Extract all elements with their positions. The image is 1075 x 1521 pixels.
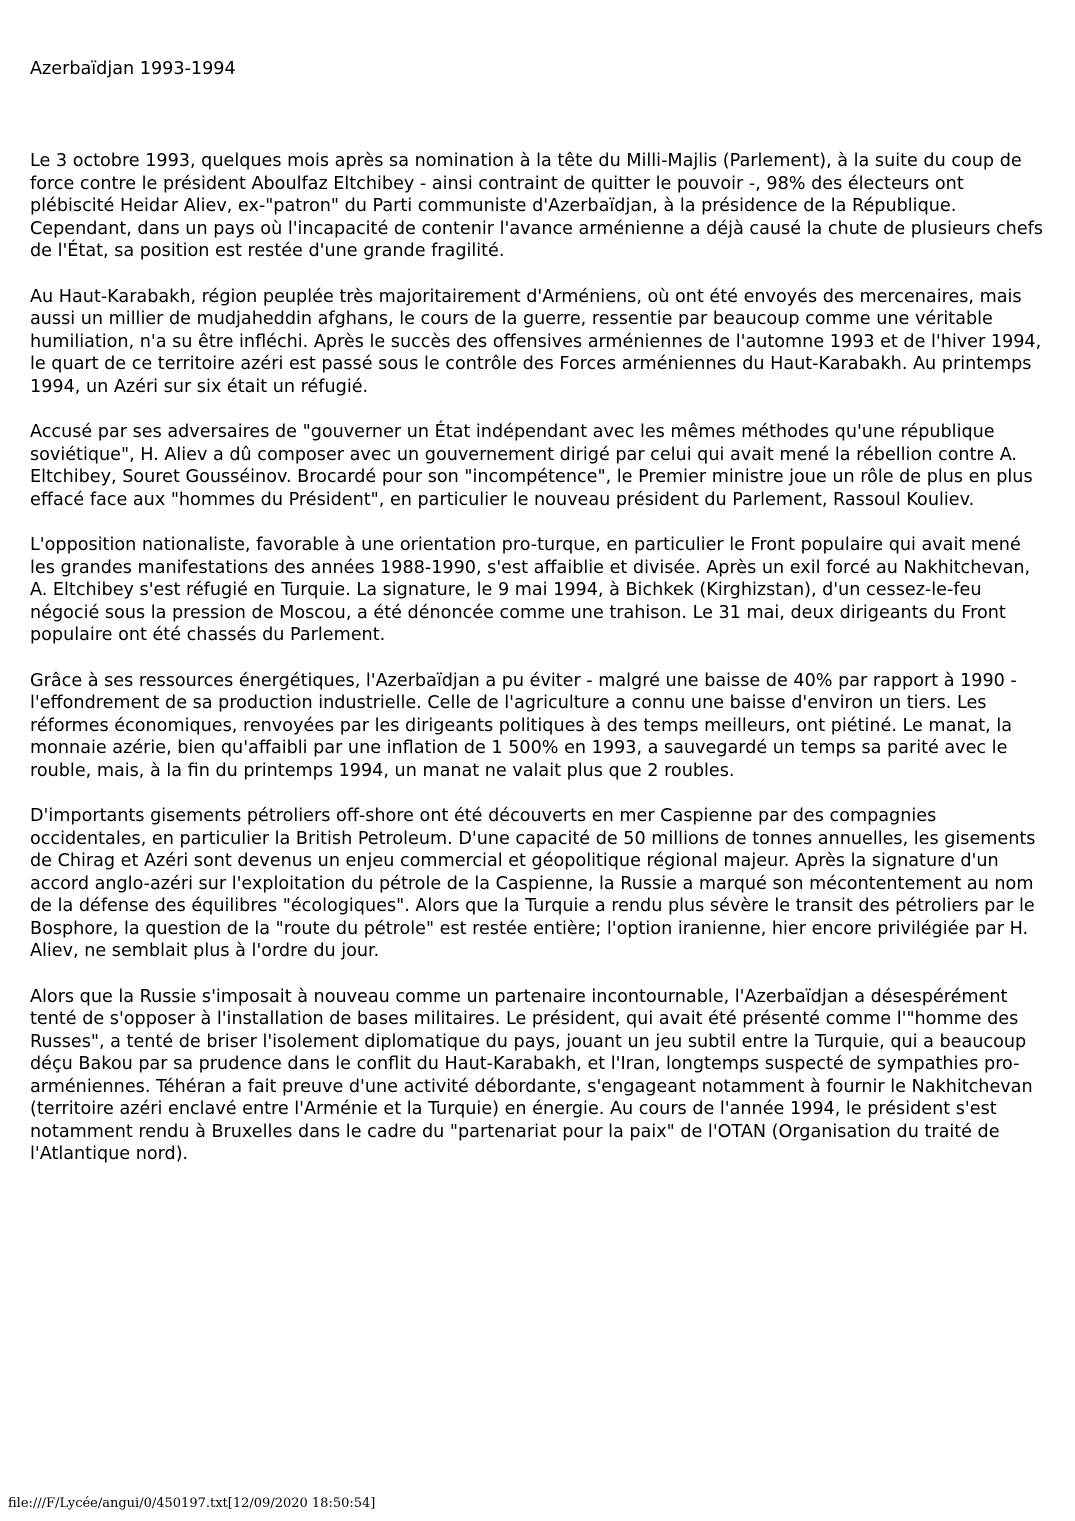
article-body <box>30 150 1050 1189</box>
paragraph: Accusé par ses adversaires de "gouverner un État indépendant avec les mêmes méthodes qu'une république soviétique", H. Aliev a dû composer avec un gouvernement dirigé par celui qui avait mené la rébellion contre A. Eltchibey, Souret Gousséinov. Brocardé pour son "incompétence", le Premier ministre joue un rôle de plus en plus effacé face aux "hommes du Président", en particulier le nouveau président du Parlement, Rassoul Kouliev. <box>30 422 1033 510</box>
paragraph: Grâce à ses ressources énergétiques, l'Azerbaïdjan a pu éviter - malgré une baisse de 40% par rapport à 1990 - l'effondrement de sa production industrielle. Celle de l'agriculture a connu une baisse d'environ un tiers. Les réformes économiques, renvoyées par les dirigeants politiques à des temps meilleurs, ont piétiné. Le manat, la monnaie azérie, bien qu'affaibli par une inflation de 1 500% en 1993, a sauvegardé un temps sa parité avec le rouble, mais, à la fin du printemps 1994, un manat ne valait plus que 2 roubles. <box>30 670 1017 781</box>
paragraph: Au Haut-Karabakh, région peuplée très majoritairement d'Arméniens, où ont été envoyés des mercenaires, mais aussi un millier de mudjaheddin afghans, le cours de la guerre, ressentie par beaucoup comme une véritable humiliation, n'a su être infléchi. Après le succès des offensives arméniennes de l'automne 1993 et de l'hiver 1994, le quart de ce territoire azéri est passé sous le contrôle des Forces arméniennes du Haut-Karabakh. Au printemps 1994, un Azéri sur six était un réfugié. <box>30 286 1042 397</box>
paragraph: Le 3 octobre 1993, quelques mois après sa nomination à la tête du Milli-Majlis (Parlement), à la suite du coup de force contre le président Aboulfaz Eltchibey - ainsi contraint de quitter le pouvoir -, 98% des électeurs ont plébiscité Heidar Aliev, ex-"patron" du Parti communiste d'Azerbaïdjan, à la présidence de la République. Cependant, dans un pays où l'incapacité de contenir l'avance arménienne a déjà causé la chute de plusieurs chefs de l'État, sa position est restée d'une grande fragilité. <box>30 151 1043 261</box>
page-title: Azerbaïdjan 1993-1994 <box>30 59 236 79</box>
paragraph: Alors que la Russie s'imposait à nouveau comme un partenaire incontournable, l'Azerbaïdjan a désespérément tenté de s'opposer à l'installation de bases militaires. Le président, qui avait été présenté comme l'"homme des Russes", a tenté de briser l'isolement diplomatique du pays, jouant un jeu subtil entre la Turquie, qui a beaucoup déçu Bakou par sa prudence dans le conflit du Haut-Karabakh, et l'Iran, longtemps suspecté de sympathies pro-arméniennes. Téhéran a fait preuve d'une activité débordante, s'engageant notamment à fournir le Nakhitchevan (territoire azéri enclavé entre l'Arménie et la Turquie) en énergie. Au cours de l'année 1994, le président s'est notamment rendu à Bruxelles dans le cadre du "partenariat pour la paix" de l'OTAN (Organisation du traité de l'Atlantique nord). <box>30 986 1033 1164</box>
print-footer: file:///F/Lycée/angui/0/450197.txt[12/09/2020 18:50:54] <box>8 1496 376 1511</box>
paragraph: L'opposition nationaliste, favorable à une orientation pro-turque, en particulier le Front populaire qui avait mené les grandes manifestations des années 1988-1990, s'est affaiblie et divisée. Après un exil forcé au Nakhitchevan, A. Eltchibey s'est réfugié en Turquie. La signature, le 9 mai 1994, à Bichkek (Kirghizstan), d'un cessez-le-feu négocié sous la pression de Moscou, a été dénoncée comme une trahison. Le 31 mai, deux dirigeants du Front populaire ont été chassés du Parlement. <box>30 535 1031 645</box>
paragraph: D'importants gisements pétroliers off-shore ont été découverts en mer Caspienne par des compagnies occidentales, en particulier la British Petroleum. D'une capacité de 50 millions de tonnes annuelles, les gisements de Chirag et Azéri sont devenus un enjeu commercial et géopolitique régional majeur. Après la signature d'un accord anglo-azéri sur l'exploitation du pétrole de la Caspienne, la Russie a marqué son mécontentement au nom de la défense des équilibres "écologiques". Alors que la Turquie a rendu plus sévère le transit des pétroliers par le Bosphore, la question de la "route du pétrole" est restée entière; l'option iranienne, hier encore privilégiée par H. Aliev, ne semblait plus à l'ordre du jour. <box>30 806 1036 961</box>
